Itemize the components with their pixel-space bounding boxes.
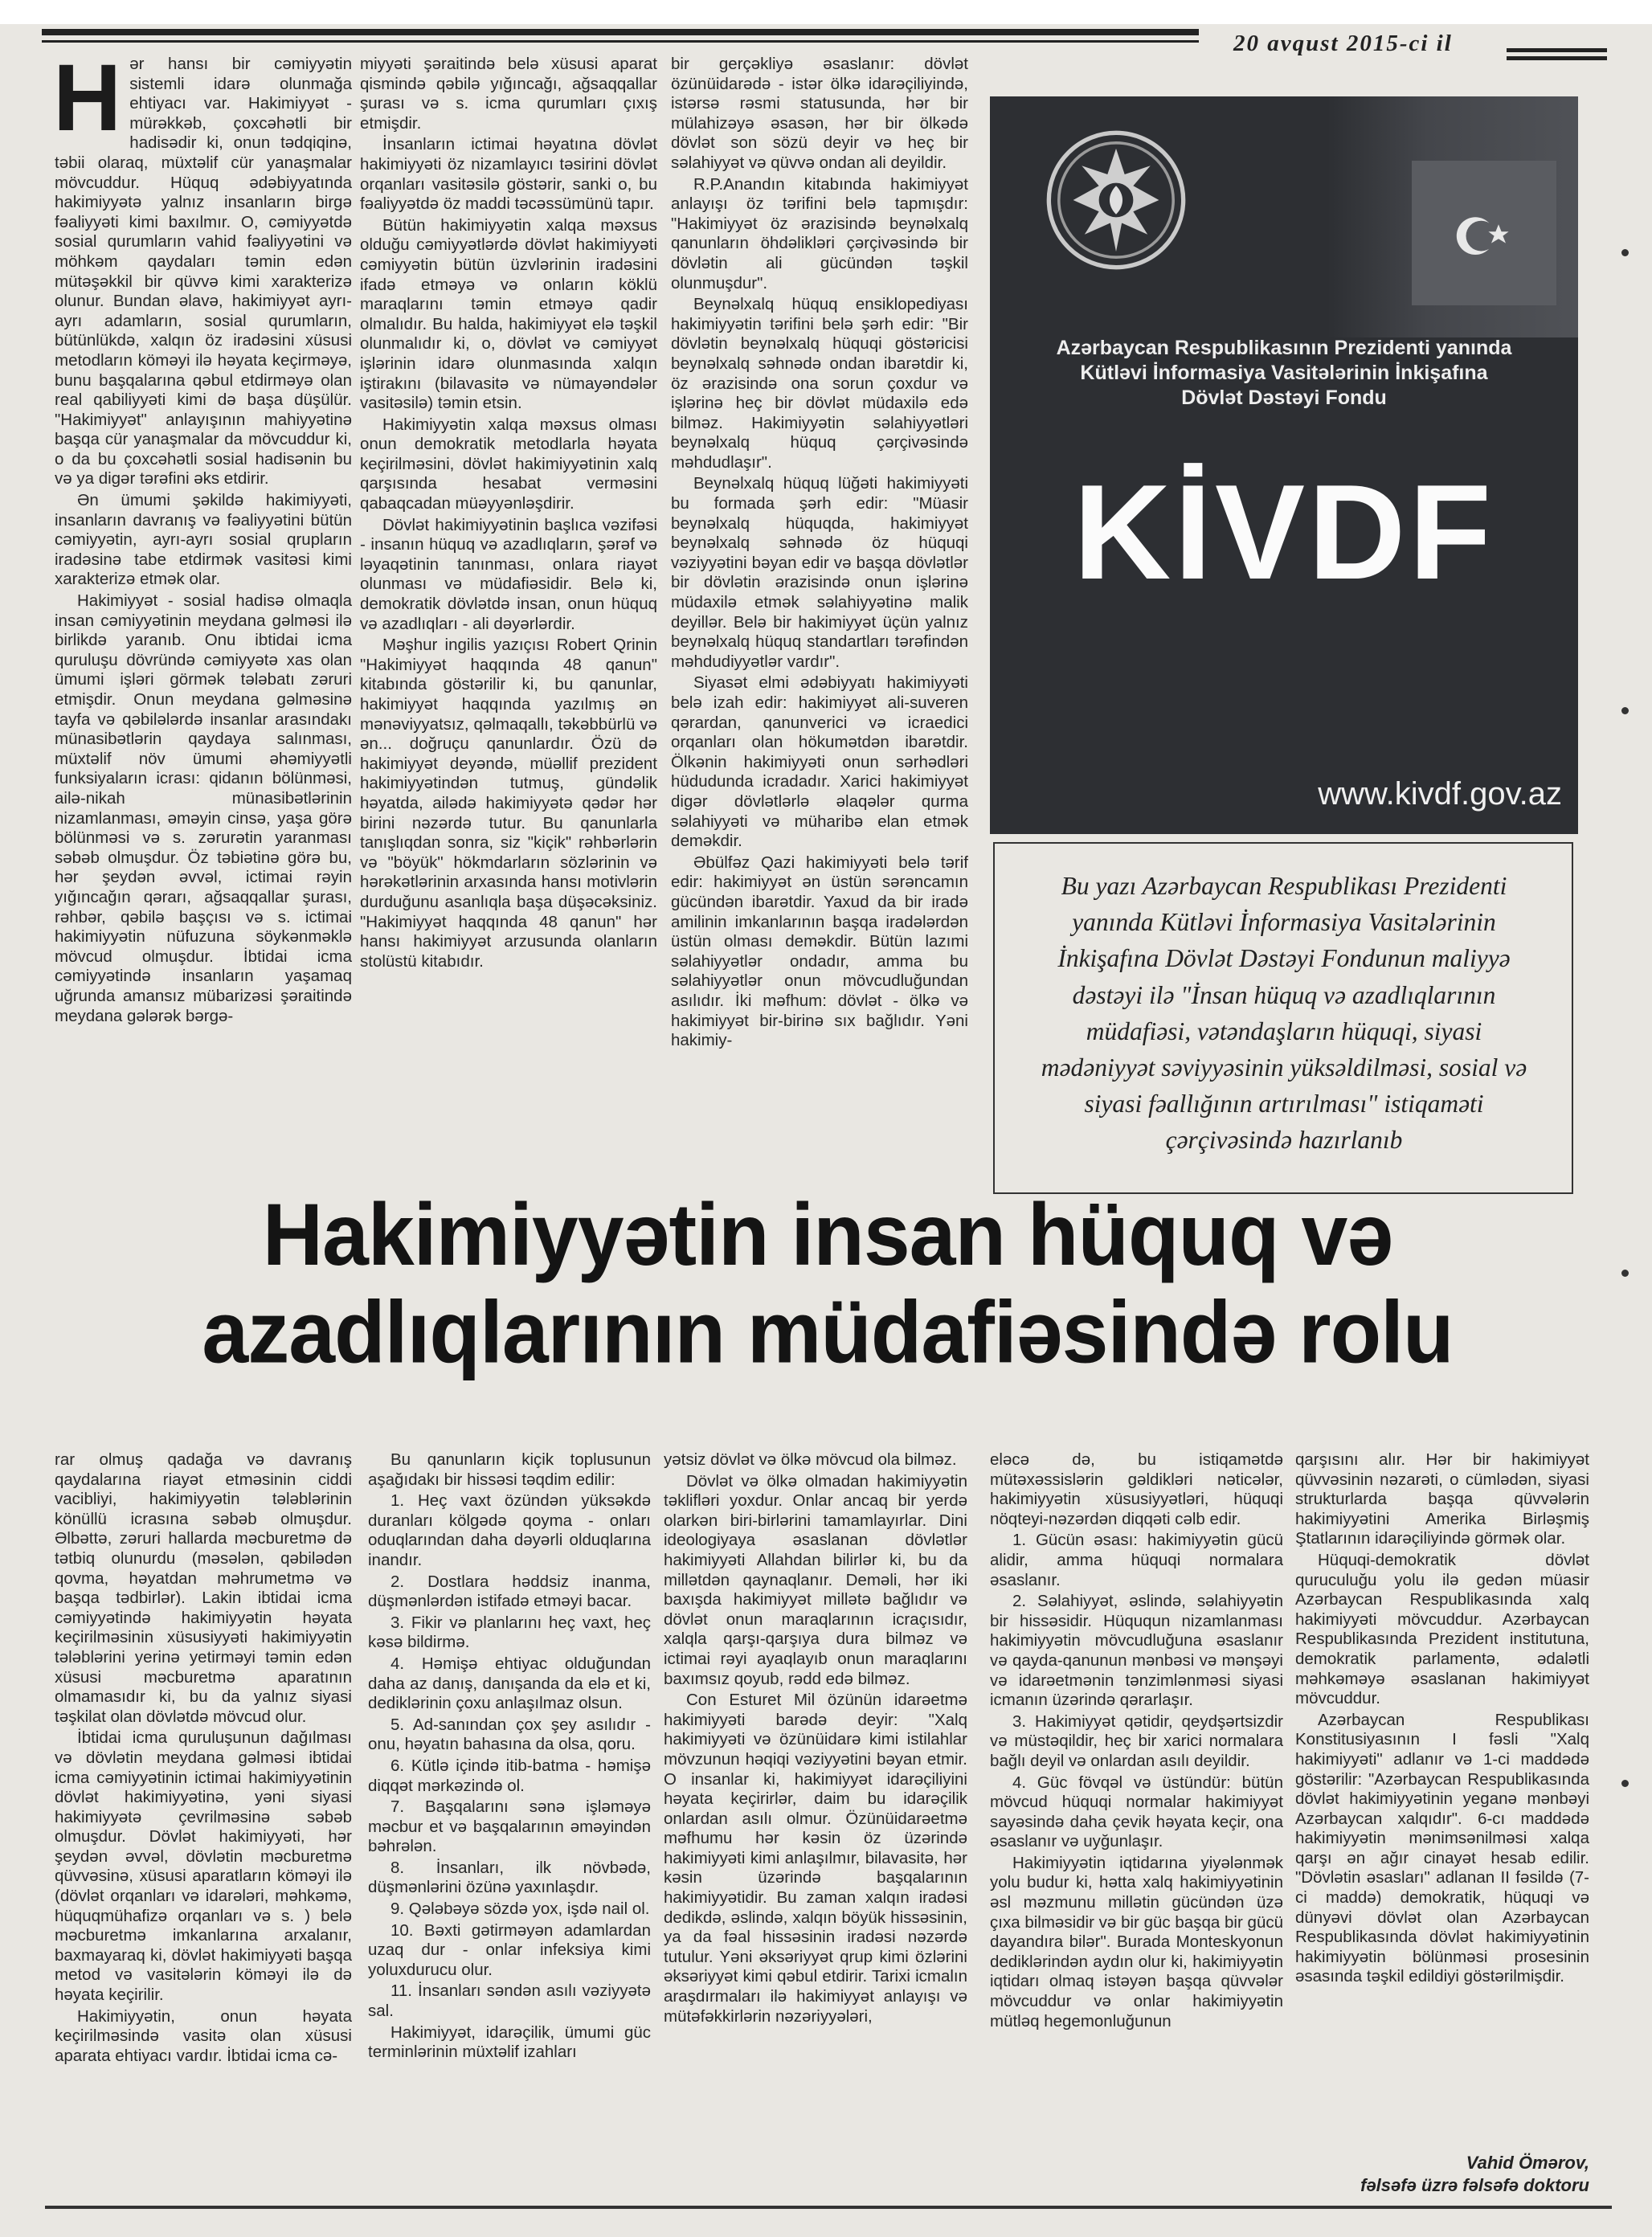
article-column-2 (360, 55, 657, 1196)
paragraph: Dövlət və ölkə olmadan hakimiyyətin təklifləri yoxdur. Onlar ancaq bir yerdə olarkən biri-birlərini tamamlayırlar. Dini ideologiyaya əsaslanan dövlətlər hakimiyyəti Allahdan bilirlər ki, bu da millətdən qaynaqlanır. Deməli, hər iki baxışda hakimiyyət millətə bağlıdır və dövlət onun maraqlarının icraçısıdır, xalqla qarşı-qarşıya dura bilməz və ictimai rəyi ayaqlayıb onun maraqlarını baxımsız qoyub, rədd edə bilməz. (664, 1471, 967, 1688)
paragraph: Hakimiyyətin iqtidarına yiyələnmək yolu budur ki, hətta xalq hakimiyyətinin əsl məzmunu millətin gücündən üzə çıxa bilməsidir və bir güc başqa bir gücü dayandıra bilər". Burada Monteskyonun dediklərindən aydın olur ki, hakimiyyətin iqtidarı olmaq istəyən başqa qüvvələr mövcuddur və onlar hakimiyyətin mütləq hegemonluğunun (990, 1853, 1283, 2030)
binding-dot (1621, 1270, 1629, 1277)
list-item: 11. İnsanları səndən asılı vəziyyətə sal. (368, 1981, 651, 2021)
header-rule-thin (42, 40, 1199, 43)
paragraph: bir gerçəkliyə əsaslanır: dövlət özünüidarədə - istər ölkə idarəçiliyində, istərsə rəsmi statusunda, hər bir mülahizəyə əsasən, hər bir ölkədə dövlət son sözü deyir və heç bir səlahiyyət və qüvvə ondan ali deyildir. (671, 55, 968, 172)
headline-line-2: azadlıqlarının müdafiəsində rolu (202, 1284, 1454, 1382)
list-item: 1. Gücün əsası: hakimiyyətin gücü alidir, amma hüquqi normalara əsaslanır. (990, 1531, 1283, 1589)
paragraph: yətsiz dövlət və ölkə mövcud ola bilməz. (664, 1450, 957, 1469)
author-title: fəlsəfə üzrə fəlsəfə doktoru (1360, 2175, 1589, 2195)
paragraph: Hakimiyyətin xalqa məxsus olması onun demokratik metodlarla həyata keçirilməsini, dövlət hakimiyyətinin xalq qarşısında hesabat verməsini qabaqcadan müəyyənləşdirir. (360, 415, 657, 513)
paragraph: miyyəti şəraitində belə xüsusi aparat qismində qəbilə yığıncağı, ağsaqqallar şurası və s. icma qurumları çıxış etmişdir. (360, 55, 657, 133)
footer-rule (45, 2206, 1612, 2209)
fund-name-line: Azərbaycan Respublikasının Prezidenti yanında (1056, 337, 1512, 359)
paragraph: Beynəlxalq hüquq lüğəti hakimiyyəti bu formada şərh edir: "Müasir beynəlxalq hüquqda, hakimiyyət beynəlxalq səhnədə öz hüquqi vəziyyətini bəyan edir və başqa dövlətlər bir dövlətin ərazisində onun işlərinə müdaxilə etmək səlahiyyətinə malik deyillər. Belə bir hakimiyyət üçün yalnız beynəlxalq hüquq standartları tərəfindən məhdudiyyətlər vardır". (671, 474, 968, 671)
paragraph: eləcə də, bu istiqamətdə mütəxəssislərin gəldikləri nəticələr, hakimiyyətin xüsusiyyətləri, hüquqi nöqteyi-nəzərdən diqqəti cəlb edir. (990, 1450, 1283, 1528)
paragraph: Məşhur ingilis yazıçısı Robert Qrinin "Hakimiyyət haqqında 48 qanun" kitabında göstərilir ki, bu qanunlar, hakimiyyət haqqında yazılmış ən mənəviyyatsız, qəlmaqallı, təkəbbürlü və ən... doğruçu qanunlardır. Özü də hakimiyyət deyəndə, müəllif prezident hakimiyyətindən tutmuş, gündəlik həyatda, ailədə hakimiyyətə qədər hər birini nəzərdə tutur. Bu qanunlarla tanışlıqdan sonra, siz "kiçik" rəhbərlərin və "böyük" hökmdarların sözlərinin və hərəkətlərinin arxasında hansı motivlərin durduğunu asanlıqla başa düşəcəksiniz. "Hakimiyyət haqqında 48 qanun" hər hansı hakimiyyət arzusunda olanların stolüstü kitabıdır. (360, 636, 657, 971)
paragraph: Siyasət elmi ədəbiyyatı hakimiyyəti belə izah edir: hakimiyyət ali-suveren qərardan, qanunverici və icraedici orqanları olan hökumətdən ibarətdir. Ölkənin hakimiyyəti onun sərhədləri hüdudunda icradadır. Xarici hakimiyyət digər dövlətlərlə əlaqələr qurma səlahiyyəti və müharibə elan etmək deməkdir. (671, 673, 968, 851)
list-item: 9. Qələbəyə sözdə yox, işdə nail ol. (391, 1900, 650, 1919)
list-item: 1. Heç vaxt özündən yüksəkdə duranları kölgədə qoyma - onları oduqlarından daha dəyərli olduqlarına inandır. (368, 1491, 651, 1569)
article-headline (121, 1186, 1535, 1382)
list-item: 4. Güc fövqəl və üstündür: bütün mövcud hüquqi normalar hakimiyyət sayəsində daha çevik həyata keçir, ona əsaslanır və uyğunlaşır. (990, 1773, 1283, 1851)
header-rule-right-2 (1507, 56, 1607, 60)
list-item: 4. Həmişə ehtiyac olduğundan daha az danış, danışanda da elə et ki, dediklərinin çoxu anlaşılmaz olsun. (368, 1654, 651, 1713)
header-rule (42, 29, 1199, 35)
paragraph: R.P.Anandın kitabında hakimiyyət anlayışı öz tərifini belə tapmışdır: "Hakimiyyət öz ərazisində beynəlxalq qanunların öhdəlikləri çərçivəsində bir dövlətin ali gücündən təşkil olunmuşdur". (671, 174, 968, 292)
state-emblem-icon (1045, 129, 1188, 272)
list-item: 3. Fikir və planlarını heç vaxt, heç kəsə bildirmə. (368, 1613, 651, 1652)
paragraph: ər hansı bir cəmiyyətin sistemli idarə olunmağa ehtiyacı var. Hakimiyyət - mürəkkəb, çoxcəhətli bir hadisədir ki, onun tədqiqinə, təbii olaraq, müxtəlif cür yanaşmalar mövcuddur. Hüquq ədəbiyyatında hakimiyyətə yalnız insanların birgə fəaliyyəti kimi baxılmır. O, cəmiyyətdə sosial qurumların vahid fəaliyyətini və möhkəm qaydaları təmin edən mütəşəkkil bir qüvvə kimi xarakterizə olunur. Bundan əlavə, hakimiyyət ayrı-ayrı adamların, sosial qurumların, bütünlükdə, xalqın öz iradəsini xüsusi metodların köməyi ilə həyata keçirməyə, bunu başqalarına qəbul etdirməyə olan real qabiliyyəti kimi də başa düşülür. "Hakimiyyət" anlayışının mahiyyətinə başqa cür yanaşmalar da mövcuddur ki, o da bu çoxcəhətli sosial hadisənin bu və ya digər tərəfini əks etdirir. (55, 55, 352, 489)
paragraph: Bütün hakimiyyətin xalqa məxsus olduğu cəmiyyətlərdə dövlət hakimiyyəti cəmiyyətin bütün üzvlərinin iradəsini ifadə etməyə və onların köklü maraqlarını təmin etməyə qadir olmalıdır. Bu halda, hakimiyyət elə təşkil olunmalıdır ki, o, dövlət və cəmiyyət işlərinin idarə olunmasında xalqın iştirakını (bilavasitə və nümayəndələr vasitəsilə) təmin etsin. (360, 215, 657, 413)
article-column-4 (55, 1450, 352, 2174)
paragraph: Hakimiyyət, idarəçilik, ümumi güc terminlərinin müxtəlif izahları (368, 2022, 651, 2062)
paragraph: İnsanların ictimai həyatına dövlət hakimiyyəti öz nizamlayıcı təsirini dövlət orqanları vasitəsilə göstərir, sanki o, bu fəaliyyətdə öz maddi təcəssümünü tapır. (360, 135, 657, 214)
binding-dot (1621, 1780, 1629, 1787)
fund-name-line: Dövlət Dəstəyi Fondu (1181, 386, 1387, 409)
article-column-1 (53, 45, 352, 1196)
author-signature (1295, 2152, 1589, 2197)
paragraph: Əbülfəz Qazi hakimiyyəti belə tərif edir: hakimiyyət ən üstün sərəncamın gücündən ibarətdir. Yaxud da bir iradə amilinin imkanlarının başqa iradələrdən üstün olması deməkdir. Bütün lazımi səlahiyyətlər ondadır, amma bu səlahiyyətlər onun mövcudluğundan asılıdır. İki məfhum: dövlət - ölkə və hakimiyyət bir-birinə sıx bağlıdır. Yəni hakimiy- (671, 853, 968, 1050)
fund-name (990, 336, 1578, 411)
list-item: 10. Bəxti gətirməyən adamlardan uzaq dur - onlar infeksiya kimi yoluxdurucu olur. (368, 1920, 651, 1979)
issue-date: 20 avqust 2015-ci il (1233, 31, 1453, 56)
azerbaijan-flag-icon (1408, 161, 1560, 305)
drop-cap: H (53, 45, 122, 151)
list-item: 5. Ad-sanından çox şey asılıdır - onu, həyatın bahasına da olsa, qoru. (368, 1715, 651, 1754)
paragraph: Ən ümumi şəkildə hakimiyyəti, insanların davranış və fəaliyyətini bütün cəmiyyətin, ayrı-ayrı sosial qrupların iradəsinə tabe etdirmək vasitəsi kimi xarakterizə etmək olar. (55, 491, 352, 589)
paragraph: qarşısını alır. Hər bir hakimiyyət qüvvəsinin nəzarəti, o cümlədən, siyasi strukturlarda başqa qüvvələrin hakimiyyətini Amerika Birləşmiş Ştatlarının idarəçiliyində görmək olar. (1295, 1450, 1589, 1548)
list-item: 2. Səlahiyyət, əslində, səlahiyyətin bir hissəsidir. Hüququn nizamlanması hakimiyyətin mövcudluğuna əsaslanır və qayda-qanunun mənbəsi və mənşəyi və idarəetmənin tənzimlənməsi siyasi icmanın üzərində qərarlaşır. (990, 1592, 1283, 1710)
binding-dot (1621, 249, 1629, 256)
paragraph: Azərbaycan Respublikası Konstitusiyasının I fəsli "Xalq hakimiyyəti" adlanır və 1-ci maddədə göstərilir: "Azərbaycan Respublikasında dövlət hakimiyyətinin yeganə mənbəyi Azərbaycan xalqıdır". 6-cı maddədə hakimiyyətin mənimsənilməsi xalqa qarşı ən ağır cinayət hesab edilir. "Dövlətin əsasları" adlanan II fəsildə (7-ci maddə) demokratik, hüquqi və dünyəvi dövlət olan Azərbaycan Respublikasında dövlət hakimiyyətinin hakimiyyətin bölünməsi prosesinin əsasında təşkil edildiyi göstərilmişdir. (1295, 1710, 1589, 1986)
article-column-6 (664, 1450, 967, 2174)
article-column-7 (990, 1450, 1283, 2174)
list-item: 6. Kütlə içində itib-batma - həmişə diqqət mərkəzində ol. (368, 1756, 651, 1795)
paragraph: rar olmuş qadağa və davranış qaydalarına riayət etməsinin ciddi vacibliyi, hakimiyyətin tələblərinin könüllü icrasına səbəb olmuşdur. Əlbəttə, zəruri hallarda məcburetmə də tətbiq olunurdu (məsələn, qəbilədən qovma, həyatdan məhrumetmə və başqa tədbirlər). Lakin ibtidai icma cəmiyyətində hakimiyyətin həyata keçirilməsinin xüsusiyyəti hakimiyyətin tələblərini yerinə yetirməyi təmin edən xüsusi məcburetmə aparatının olmamasıdır ki, bu da yalnız siyasi təşkilat olan dövlətdə mövcud olur. (55, 1450, 352, 1726)
list-item: 8. İnsanları, ilk növbədə, düşmənlərini özünə yaxınlaşdır. (368, 1858, 651, 1897)
paragraph: Beynəlxalq hüquq ensiklopediyası hakimiyyətin tərifini belə şərh edir: "Bir dövlətin beynəlxalq hüquqi göstəricisi beynəlxalq səhnədə ondan ibarətdir ki, öz ərazisində ona sorun çoxdur və işlərinə heç bir dövlət müdaxilə edə bilməz. Hakimiyyətin səlahiyyətləri beynəlxalq hüquq çərçivəsində məhdudlaşır". (671, 295, 968, 472)
paragraph: Dövlət hakimiyyətinin başlıca vəzifəsi - insanın hüquq və azadlıqların, şərəf və ləyaqətinin tanınması, onlara riayət olunması və müdafiəsidir. Belə ki, demokratik dövlətdə insan, onun hüquq və azadlıqları - ali dəyərlərdir. (360, 515, 657, 633)
header-rule-right (1507, 48, 1607, 52)
paragraph: İbtidai icma quruluşunun dağılması və dövlətin meydana gəlməsi ibtidai icma cəmiyyətinin ictimai hakimiyyətinin dövlət hakimiyyətinə, yəni siyasi hakimiyyətə çevrilməsinə səbəb olmuşdur. Dövlət hakimiyyəti, hər şeydən əvvəl, dövlətin məcburetmə qüvvəsinə, xüsusi aparatların köməyi ilə (dövlət orqanları və idarələri, məhkəmə, hüquqmühafizə orqanları və s. ) belə məcburetmə imkanlarına arxalanır, baxmayaraq ki, dövlət hakimiyyəti başqa metod və vasitələrin köməyi ilə də həyata keçirilir. (55, 1728, 352, 2005)
website-url[interactable]: www.kivdf.gov.az (1318, 776, 1562, 812)
paragraph: Bu qanunların kiçik toplusunun aşağıdakı bir hissəsi təqdim edilir: (368, 1450, 651, 1489)
article-column-3 (671, 55, 968, 1196)
article-column-8 (1295, 1450, 1589, 2174)
list-item: 2. Dostlara həddsiz inanma, düşmənlərdən istifadə etməyi bacar. (368, 1572, 651, 1611)
fund-name-line: Kütləvi İnformasiya Vasitələrinin İnkişafına (1080, 362, 1488, 384)
paragraph: Hakimiyyət - sosial hadisə olmaqla insan cəmiyyətinin meydana gəlməsi ilə birlikdə yaranıb. Onu ibtidai icma quruluşu dövründə cəmiyyətə xas olan ümumi işləri görmək tələbatı zəruri etmişdir. Onun meydana gəlməsinə tayfa və qəbilələrdə insanlar arasındakı münasibətlərin qaydaya salınması, müxtəlif növ ümumi əhəmiyyətli funksiyaların icrası: qidanın bölünməsi, ailə-nikah münasibətlərinin nizamlanması, əməyin cinsə, yaşa görə bölünməsi və s. zərurətin yaranması səbəb olmuşdur. Öz təbiətinə görə bu, hər şeydən əvvəl, ictimai rəyin yığıncağın qərarı, ağsaqqallar şurası, rəhbər, qəbilə başçısı və s. ictimai hakimiyyətin nüfuzuna söykənməklə mövcud olmuşdur. İbtidai icma cəmiyyətində insanların yaşamaq uğrunda amansız mübarizəsi şəraitində meydana gələrək bərgə- (55, 591, 352, 1025)
funding-credit-box (993, 842, 1573, 1194)
kivdf-logo: KİVDF (1073, 456, 1495, 607)
headline-line-1: Hakimiyyətin insan hüquq və (262, 1186, 1393, 1284)
paragraph: Hakimiyyətin, onun həyata keçirilməsində vasitə olan xüsusi aparata ehtiyacı vardır. İbtidai icma cə- (55, 2006, 352, 2065)
paragraph: Hüquqi-demokratik dövlət quruculuğu yolu ilə gedən müasir Azərbaycan Respublikasında xalq hakimiyyəti mövcuddur. Azərbaycan Respublikasında Prezident institutuna, demokratik parlamentə, ədalətli məhkəməyə əsaslanan hakimiyyət mövcuddur. (1295, 1550, 1589, 1708)
binding-dot (1621, 707, 1629, 714)
paragraph: Con Esturet Mil özünün idarəetmə hakimiyyəti barədə deyir: "Xalq hakimiyyəti və özünüidarə kimi istilahlar mövzunun həqiqi vəziyyətini bəyan etmir. O insanlar ki, hakimiyyət idarəçiliyini həyata keçirirlər, daim bu idarəçilik onlardan asılı olmur. Özünüidarəetmə məfhumu hər kəsin öz üzərində hakimiyyəti kimi anlaşılmır, bilavasitə, hər kəsin üzərində başqalarının hakimiyyətidir. Bu zaman xalqın iradəsi dedikdə, əslində, xalqın böyük hissəsinin, ya da fəal hissəsinin iradəsi nəzərdə tutulur. Yəni əksəriyyət qrup kimi özlərini əksəriyyət kimi qəbul etdirir. Tarixi icmalın araşdırmaları ilə hakimiyyət anlayışı və mütəfəkkirlərin nəzəriyyələri, (664, 1691, 967, 2026)
kivdf-advertisement (990, 96, 1578, 834)
author-name: Vahid Ömərov, (1466, 2153, 1589, 2173)
funding-credit-text: Bu yazı Azərbaycan Respublikası Prezidenti yanında Kütləvi İnformasiya Vasitələrinin İnkişafına Dövlət Dəstəyi Fondunun maliyyə dəstəyi ilə "İnsan hüquq və azadlıqlarının müdafiəsi, vətəndaşların hüquqi, siyasi mədəniyyət səviyyəsinin yüksəldilməsi, sosial və siyasi fəallığının artırılması" istiqaməti çərçivəsində hazırlanıb (1041, 872, 1527, 1155)
top-margin (0, 0, 1652, 24)
article-column-5 (368, 1450, 651, 2174)
list-item: 3. Hakimiyyət qətidir, qeydşərtsizdir və müstəqildir, heç bir xarici normalara bağlı deyil və onlardan asılı deyildir. (990, 1711, 1283, 1770)
list-item: 7. Başqalarını sənə işləməyə məcbur et və başqalarının əməyindən bəhrələn. (368, 1797, 651, 1856)
